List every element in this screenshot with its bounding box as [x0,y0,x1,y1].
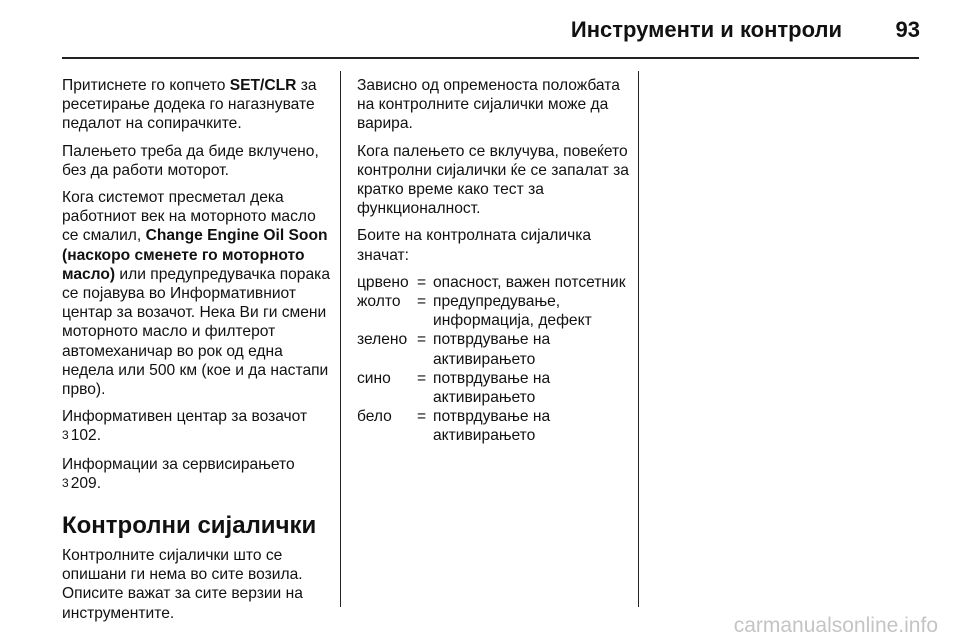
page-ref-link[interactable]: 209. [70,474,102,492]
button-name-set-clr: SET/CLR [229,77,297,94]
legend-row [357,273,633,292]
page-ref-icon: 3 [62,428,69,443]
page-number: 93 [895,17,920,42]
column-divider-right [638,71,639,607]
color-legend [357,273,633,446]
paragraph-test: Кога палењето се вклучува, повеќето контролни сијалички ќе се запалат за кратко време како тест за функционалност. [357,142,629,218]
legend-row [357,292,633,330]
page-ref-link[interactable]: 102. [70,427,102,445]
legend-equals: = [417,273,427,291]
legend-color: бело [357,408,392,426]
legend-row [357,330,633,368]
section-heading: Контролни сијалички [62,512,317,540]
text: или предупредувачка порака се појавува во Информативниот центар за возачот. Нека Ви ги смени моторното масло и филтерот автомеханичар во рок од една недела или 500 км (кое и да настапи прво). [62,265,330,399]
text: за ресетирање додека го нагазнувате педалот на сопирачките. [62,77,317,133]
text: Притиснете го копчето [62,77,230,94]
page-ref-icon: 3 [62,475,69,490]
paragraph-control-lights: Контролните сијалички што се опишани ги нема во сите возила. Описите важат за сите верзии на инструментите. [62,547,303,622]
legend-meaning: предупредување, информација, дефект [433,293,592,330]
legend-color: сино [357,369,391,387]
legend-color: зелено [357,331,408,349]
paragraph-ignition: Палењето треба да биде вклучено, без да работи моторот. [62,142,319,179]
paragraph-position: Зависно од опременоста положбата на контролните сијалички може да варира. [357,77,620,133]
watermark: carmanualsonline.info [733,614,938,637]
header-rule [62,57,919,59]
legend-meaning: опасност, важен потсетник [433,273,626,291]
legend-meaning: потврдување на активирањето [433,369,551,407]
legend-color: жолто [357,293,401,311]
paragraph-colors-intro: Боите на контролната сијаличка значат: [357,227,592,264]
legend-meaning: потврдување на активирањето [433,331,551,368]
left-column [62,76,334,623]
text: Информативен центар за возачот [62,408,308,426]
legend-row [357,407,633,445]
legend-equals: = [417,408,427,426]
legend-equals: = [417,369,427,387]
text: Кога системот пресметал дека работниот век на моторното масло се смалил, [62,189,316,245]
paragraph-oil-message [62,188,334,399]
page-header [0,0,960,58]
legend-row [357,369,633,407]
paragraph-service-ref [62,455,334,494]
legend-meaning: потврдување на активирањето [433,408,551,445]
legend-color: црвено [357,273,409,291]
legend-equals: = [417,331,427,349]
message-change-engine-oil: Change Engine Oil Soon (наскоро сменете го моторното масло) [62,227,328,283]
legend-equals: = [417,293,427,311]
column-divider-left [340,71,341,607]
paragraph-driver-info-ref [62,407,334,446]
text: Информации за сервисирањето [62,455,295,473]
chapter-title: Инструменти и контроли [570,17,842,42]
middle-column [357,76,633,446]
paragraph-reset [62,76,334,134]
